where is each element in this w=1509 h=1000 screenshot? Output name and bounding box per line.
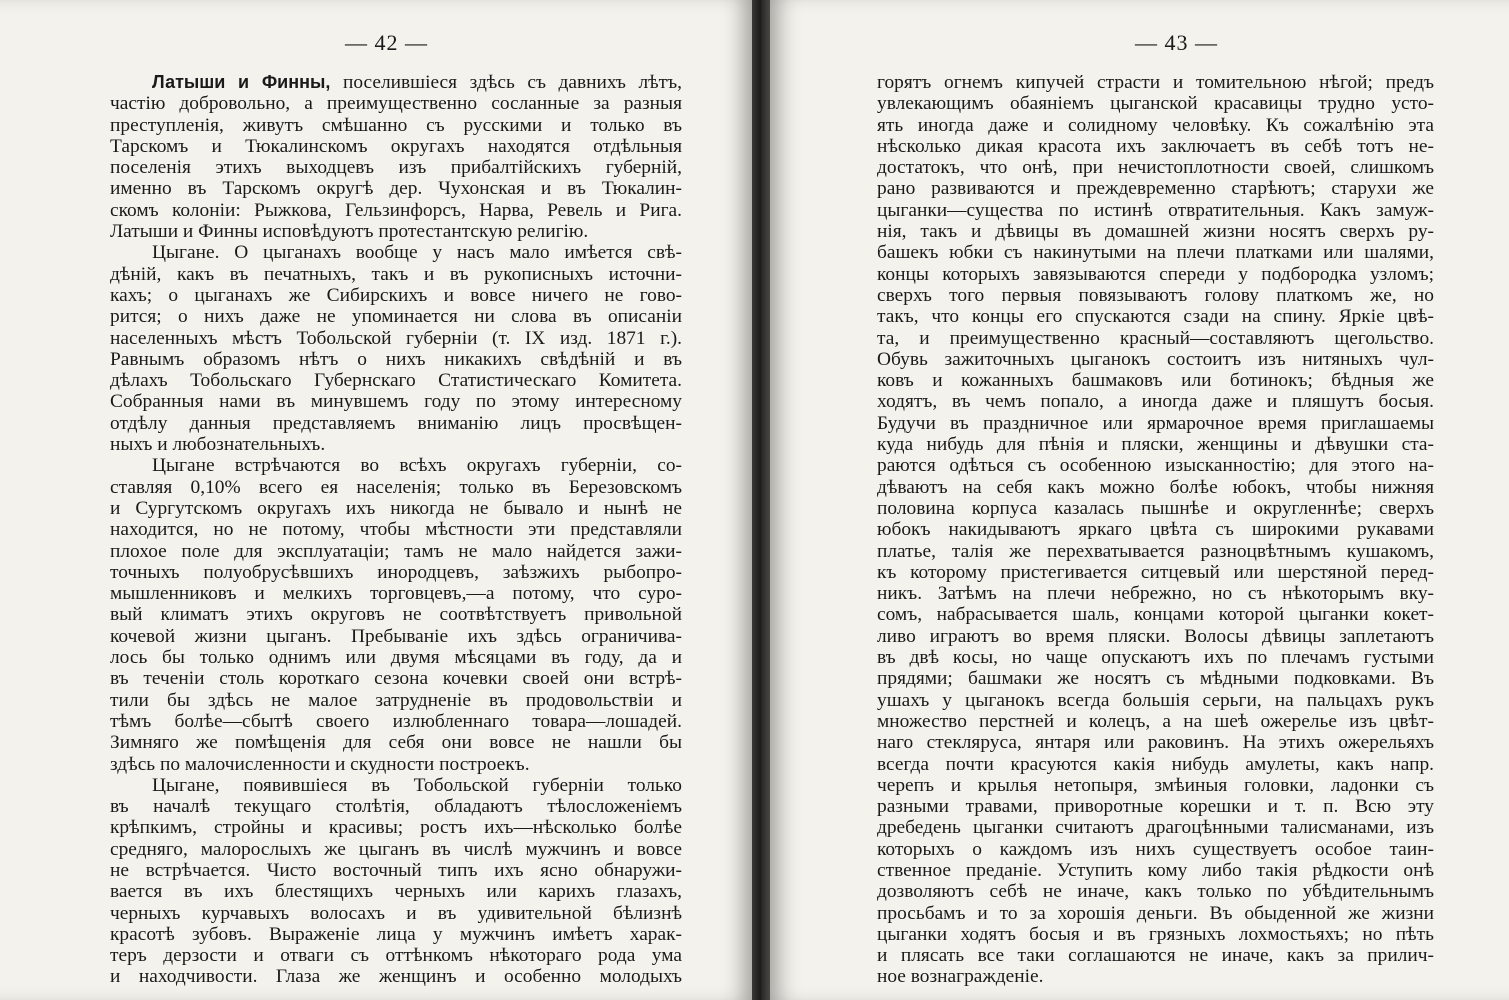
line-text: дозволяютъ себѣ не иначе, какъ только по убѣдительнымъ [877, 881, 1434, 903]
line-text: въ двѣ косы, но чаще опускаютъ ихъ по плечамъ густыми [877, 647, 1434, 669]
text-line [877, 924, 1434, 945]
line-text: Цыгане. О цыганахъ вообще у насъ мало имѣется свѣ- [152, 242, 682, 264]
paragraph-heading: Латыши и Финны, [152, 72, 331, 92]
text-line [110, 945, 682, 966]
line-text: ливо играютъ во время пляски. Волосы дѣвицы заплетаютъ [877, 625, 1434, 647]
text-line [110, 391, 682, 412]
line-text: цыганки ходятъ босыя и въ грязныхъ лохмостьяхъ; но пѣть [877, 923, 1434, 945]
text-line [110, 796, 682, 817]
text-line [110, 498, 682, 519]
line-text: черныхъ курчавыхъ волосахъ и въ удивительной бѣлизнѣ [110, 902, 682, 924]
line-text: ходятъ, въ чемъ попало, а иногда даже и пляшутъ босыя. [877, 391, 1434, 413]
text-line [877, 242, 1434, 263]
text-line [877, 881, 1434, 902]
line-text: дребедень цыганки считаютъ драгоцѣнными талисманами, изъ [877, 817, 1434, 839]
text-line [877, 732, 1434, 753]
page-number-left: — 42 — [345, 30, 428, 55]
line-text: кочевой жизни цыганъ. Пребываніе ихъ здѣсь ограничива- [110, 625, 682, 647]
line-text: раются одѣться съ особенною изысканностію; для этого на- [877, 455, 1434, 477]
line-text: теръ дерзости и отваги съ оттѣнкомъ нѣкотораго рода ума [110, 945, 682, 967]
text-line [877, 604, 1434, 625]
line-text: башекъ юбки съ накинутыми на плечи платками или шалями, [877, 242, 1434, 264]
line-text: ушахъ у цыганокъ всегда большія серьги, на пальцахъ рукъ [877, 689, 1434, 711]
line-text: дѣваютъ на себя какъ можно болѣе юбокъ, чтобы нижняя [877, 476, 1434, 498]
right-page-text [877, 72, 1434, 988]
text-line [877, 328, 1434, 349]
line-text: преступленія, живутъ смѣшанно съ русскими и только въ [110, 114, 682, 136]
line-text: дѣній, какъ въ печатныхъ, такъ и въ рукописныхъ источни- [110, 263, 682, 285]
text-line [877, 136, 1434, 157]
line-text: рится; о нихъ даже не упоминается ни слова въ описаніи [110, 306, 682, 328]
text-line [110, 839, 682, 860]
text-line [110, 93, 682, 114]
line-text: и находчивости. Глаза же женщинъ и особенно молодыхъ [110, 966, 682, 988]
line-text: и плясать все таки соглашаются не иначе, какъ за прилич- [877, 945, 1434, 967]
line-text: множество перстней и колецъ, а на шеѣ ожерелье изъ цвѣт- [877, 710, 1434, 732]
text-line [110, 626, 682, 647]
line-text: увлекающимъ обаяніемъ цыганской красавицы трудно усто- [877, 93, 1434, 115]
line-text: ковъ и кожанныхъ башмаковъ или ботинокъ; бѣдныя же [877, 370, 1434, 392]
text-line [110, 72, 682, 93]
line-text: та, и преимущественно красный—составляютъ щегольство. [877, 327, 1434, 349]
text-line [110, 264, 682, 285]
line-text: Собранныя нами въ минувшемъ году по этому интересному [110, 391, 682, 413]
line-text: ное вознагражденіе. [877, 966, 1044, 988]
line-text: въ теченіи столь короткаго сезона кочевки своей они встрѣ- [110, 668, 682, 690]
text-line [877, 860, 1434, 881]
text-line [877, 796, 1434, 817]
line-text: ныхъ и любознательныхъ. [110, 434, 326, 456]
line-text: красотѣ зубовъ. Выраженіе лица у мужчинъ имѣетъ харак- [110, 923, 682, 945]
text-line [110, 583, 682, 604]
text-line [877, 200, 1434, 221]
text-line [110, 562, 682, 583]
text-line [877, 690, 1434, 711]
line-text: тѣмъ болѣе—сбытѣ своего излюбленнаго товара—лошадей. [110, 710, 682, 732]
line-text: Равнымъ образомъ нѣтъ о нихъ никакихъ свѣдѣній и въ [110, 348, 682, 370]
text-line [110, 200, 682, 221]
text-line [877, 817, 1434, 838]
text-line [110, 711, 682, 732]
line-text: никъ. Затѣмъ на плечи небрежно, но съ нѣкоторымъ вку- [877, 583, 1434, 605]
book-gutter [752, 0, 770, 1000]
text-line [110, 903, 682, 924]
text-line [877, 349, 1434, 370]
text-line [877, 647, 1434, 668]
text-line [877, 477, 1434, 498]
text-line [877, 391, 1434, 412]
text-line [877, 626, 1434, 647]
right-page [770, 0, 1509, 1000]
text-line [110, 775, 682, 796]
line-text: вый климатъ этихъ округовъ не соотвѣтствуетъ привольной [110, 604, 682, 626]
text-line [110, 668, 682, 689]
text-line [877, 583, 1434, 604]
text-line [110, 860, 682, 881]
line-text: сверхъ того первыя повязываютъ голову платкомъ же, но [877, 284, 1434, 306]
line-text: лось бы только однимъ или двумя мѣсяцами въ году, да и [110, 647, 682, 669]
line-text: такъ, что концы его спускаются сзади на спину. Яркіе цвѣ- [877, 306, 1434, 328]
line-text: вается въ ихъ блестящихъ черныхъ или карихъ глазахъ, [110, 881, 682, 903]
line-text: Тарскомъ и Тюкалинскомъ округахъ находятся отдѣльныя [110, 135, 682, 157]
line-text: именно въ Тарскомъ округѣ дер. Чухонская и въ Тюкалин- [110, 178, 682, 200]
text-line [877, 221, 1434, 242]
line-text: юбокъ накидываютъ яркаго цвѣта съ широкими рукавами [877, 519, 1434, 541]
text-line [110, 221, 682, 242]
text-line [877, 775, 1434, 796]
text-line [877, 413, 1434, 434]
line-text: нѣсколько дикая красота ихъ заключаетъ въ себѣ тотъ не- [877, 135, 1434, 157]
text-line [877, 455, 1434, 476]
line-text: тили бы здѣсь не малое затрудненіе въ продовольствіи и [110, 689, 682, 711]
line-text: Цыгане встрѣчаются во всѣхъ округахъ губерніи, со- [152, 455, 682, 477]
text-line [877, 115, 1434, 136]
text-line [110, 413, 682, 434]
line-text: всегда почти красуются какія нибудь амулеты, какъ напр. [877, 753, 1434, 775]
line-text: находится, но не потому, чтобы мѣстности эти представляли [110, 519, 682, 541]
line-text: отдѣлу данныя представляемъ вниманію лицъ просвѣщен- [110, 412, 682, 434]
line-text: Обувь зажиточныхъ цыганокъ состоитъ изъ нитяныхъ чул- [877, 348, 1434, 370]
line-text: крѣпкимъ, стройны и красивы; ростъ ихъ—нѣсколько болѣе [110, 817, 682, 839]
text-line [110, 157, 682, 178]
text-line [110, 924, 682, 945]
line-text: которыхъ о каждомъ изъ нихъ существуетъ особое таин- [877, 838, 1434, 860]
text-line [877, 157, 1434, 178]
line-text: средняго, малорослыхъ же цыганъ въ числѣ мужчинъ и вовсе [110, 838, 682, 860]
line-text: дѣлахъ Тобольскаго Губернскаго Статистическаго Комитета. [110, 370, 682, 392]
text-line [110, 477, 682, 498]
line-text: и Сургутскомъ округахъ ихъ никогда не бывало и нынѣ не [110, 497, 682, 519]
text-line [877, 370, 1434, 391]
text-line [877, 306, 1434, 327]
line-text: разными травами, приворотные корешки и т. п. Всю эту [877, 796, 1434, 818]
text-line [877, 562, 1434, 583]
line-text: наго стекляруса, янтаря или раковинъ. На этихъ ожерельяхъ [877, 732, 1434, 754]
text-line [110, 647, 682, 668]
text-line [877, 903, 1434, 924]
text-line [110, 178, 682, 199]
line-text: Цыгане, появившіеся въ Тобольской губерніи только [152, 774, 682, 796]
text-line [110, 881, 682, 902]
text-line [110, 349, 682, 370]
line-text: Зимняго же помѣщенія для себя они вовсе не нашли бы [110, 732, 682, 754]
line-text: цыганки—существа по истинѣ отвратительныя. Какъ замуж- [877, 199, 1434, 221]
text-line [110, 732, 682, 753]
text-line [110, 434, 682, 455]
text-line [110, 519, 682, 540]
line-text: половина корпуса казалась пышнѣе и округленнѣе; сверхъ [877, 497, 1434, 519]
text-line [110, 817, 682, 838]
text-line [110, 328, 682, 349]
text-line [877, 945, 1434, 966]
line-text: прядями; башмаки же носятъ съ мѣдными подковками. Въ [877, 668, 1434, 690]
text-line [877, 711, 1434, 732]
line-text: сомъ, набрасывается шаль, концами которой цыганки кокет- [877, 604, 1434, 626]
text-line [877, 541, 1434, 562]
line-text: концы которыхъ завязываются спереди у подбородка узломъ; [877, 263, 1434, 285]
line-text: точныхъ полуобрусѣвшихъ инородцевъ, заѣзжихъ рыбопро- [110, 561, 682, 583]
line-text: здѣсь по малочисленности и скудности построекъ. [110, 753, 530, 775]
line-text: ственное преданіе. Уступить кому либо такія рѣдкости онѣ [877, 859, 1434, 881]
text-line [877, 178, 1434, 199]
line-text: населенныхъ мѣстъ Тобольской губерніи (т. IX изд. 1871 г.). [110, 327, 682, 349]
text-line [877, 668, 1434, 689]
text-line [110, 370, 682, 391]
text-line [877, 839, 1434, 860]
line-text: просьбамъ и то за хорошія деньги. Въ обыденной же жизни [877, 902, 1434, 924]
text-line [110, 115, 682, 136]
text-line [877, 285, 1434, 306]
line-text: ять иногда даже и солидному человѣку. Къ сожалѣнію эта [877, 114, 1434, 136]
line-text: нія, такъ и дѣвицы въ домашней жизни носятъ сверхъ ру- [877, 221, 1434, 243]
line-text: черепъ и крылья нетопыря, змѣиныя головки, ладонки съ [877, 774, 1434, 796]
text-line [877, 264, 1434, 285]
line-text: достатокъ, что онѣ, при нечистоплотности своей, слишкомъ [877, 157, 1434, 179]
line-text: поселенія этихъ выходцевъ изъ прибалтійскихъ губерній, [110, 157, 682, 179]
line-text: не встрѣчается. Чисто восточный типъ ихъ ясно обнаружи- [110, 859, 682, 881]
line-text: къ которому пристегивается ситцевый или шерстяной перед- [877, 561, 1434, 583]
line-text: горятъ огнемъ кипучей страсти и томительною нѣгой; предъ [877, 72, 1434, 93]
text-line [877, 966, 1434, 987]
left-page-text [110, 72, 682, 988]
text-line [877, 72, 1434, 93]
line-text: поселившіеся здѣсь съ давнихъ лѣтъ, [342, 72, 682, 93]
text-line [110, 285, 682, 306]
text-line [877, 434, 1434, 455]
line-text: кахъ; о цыганахъ же Сибирскихъ и вовсе ничего не гово- [110, 284, 682, 306]
line-text: мышленниковъ и мелкихъ торговцевъ,—а потому, что суро- [110, 583, 682, 605]
line-text: рано развиваются и преждевременно старѣютъ; старухи же [877, 178, 1434, 200]
line-text: частію добровольно, а преимущественно сосланные за разныя [110, 93, 682, 115]
line-text: ставляя 0,10% всего ея населенія; только въ Березовскомъ [110, 476, 682, 498]
line-text: платье, талія же перехватывается разноцвѣтнымъ кушакомъ, [877, 540, 1434, 562]
text-line [877, 93, 1434, 114]
line-text: въ началѣ текущаго столѣтія, обладаютъ тѣлосложеніемъ [110, 796, 682, 818]
text-line [110, 541, 682, 562]
text-line [110, 306, 682, 327]
text-line [877, 754, 1434, 775]
left-page [0, 0, 752, 1000]
page-number-right: — 43 — [1135, 30, 1218, 55]
text-line [877, 498, 1434, 519]
line-text: Будучи въ праздничное или ярмарочное время приглашаемы [877, 412, 1434, 434]
text-line [110, 690, 682, 711]
text-line [110, 604, 682, 625]
line-text: скомъ колоніи: Рыжкова, Гельзинфорсъ, Нарва, Ревель и Рига. [110, 199, 682, 221]
text-line [877, 519, 1434, 540]
text-line [110, 455, 682, 476]
line-text: Латыши и Финны исповѣдуютъ протестантскую религію. [110, 221, 589, 243]
line-text: плохое поле для эксплуатаціи; тамъ не мало найдется зажи- [110, 540, 682, 562]
line-text: куда нибудь для пѣнія и пляски, женщины и дѣвушки ста- [877, 434, 1434, 456]
text-line [110, 754, 682, 775]
text-line [110, 966, 682, 987]
text-line [110, 136, 682, 157]
text-line [110, 242, 682, 263]
